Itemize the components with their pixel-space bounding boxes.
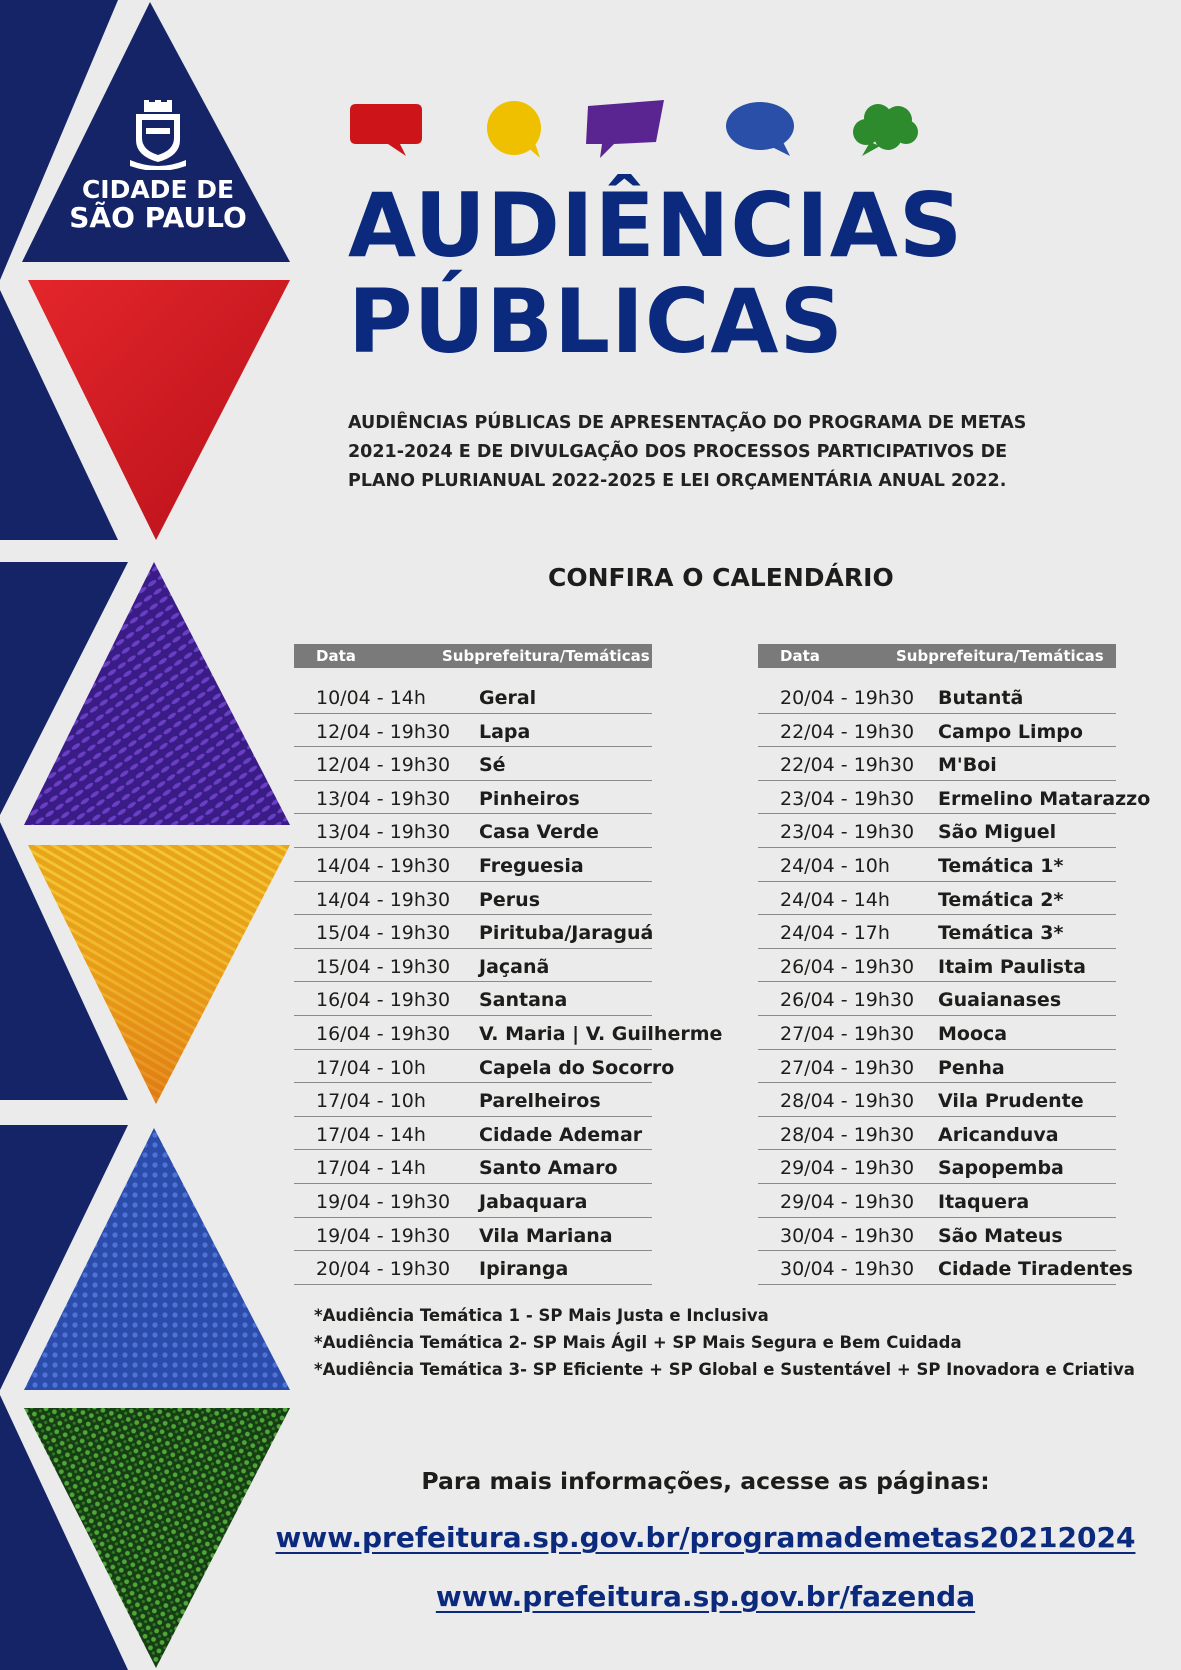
row-place: Guaianases — [938, 989, 1062, 1012]
row-date: 17/04 - 10h — [316, 1056, 426, 1079]
row-place: Freguesia — [479, 854, 584, 877]
row-date: 20/04 - 19h30 — [780, 687, 915, 709]
table-header — [294, 644, 652, 668]
table-row — [294, 680, 652, 714]
green-bubble-icon — [853, 104, 918, 156]
table-row — [294, 882, 652, 916]
row-place: Santana — [479, 989, 568, 1012]
row-date: 12/04 - 19h30 — [316, 720, 451, 743]
note-line: *Audiência Temática 2- SP Mais Ágil + SP Mais Segura e Bem Cuidada — [314, 1333, 962, 1352]
row-date: 22/04 - 19h30 — [780, 720, 915, 743]
table-row — [758, 1184, 1116, 1218]
red-bubble-icon — [350, 104, 422, 156]
calendar-heading: CONFIRA O CALENDÁRIO — [548, 563, 894, 592]
link-programa-de-metas[interactable]: www.prefeitura.sp.gov.br/programademetas20212024 — [275, 1521, 1136, 1554]
row-date: 24/04 - 14h — [780, 888, 890, 911]
table-row — [294, 1050, 675, 1084]
row-place: Jaçanã — [479, 955, 550, 978]
table-header — [758, 644, 1116, 668]
note-line: *Audiência Temática 1 - SP Mais Justa e Inclusiva — [314, 1306, 769, 1325]
page-title — [348, 174, 964, 373]
row-place: Vila Prudente — [938, 1090, 1084, 1113]
row-place: Sapopemba — [938, 1157, 1064, 1180]
link-row — [0, 1521, 1181, 1554]
row-date: 28/04 - 19h30 — [780, 1123, 915, 1146]
row-date: 19/04 - 19h30 — [316, 1190, 451, 1213]
header-place: Subprefeitura/Temáticas — [896, 647, 1104, 665]
row-date: 17/04 - 10h — [316, 1090, 426, 1113]
table-row — [294, 1251, 652, 1285]
header-place: Subprefeitura/Temáticas — [442, 647, 650, 665]
row-date: 29/04 - 19h30 — [780, 1157, 915, 1180]
table-row — [758, 1050, 1116, 1084]
row-date: 30/04 - 19h30 — [780, 1258, 915, 1281]
row-date: 26/04 - 19h30 — [780, 955, 915, 978]
logo-line-2: SÃO PAULO — [69, 201, 247, 234]
row-date: 19/04 - 19h30 — [316, 1224, 451, 1247]
row-date: 27/04 - 19h30 — [780, 1022, 915, 1045]
row-place: São Mateus — [938, 1224, 1063, 1247]
table-row — [758, 781, 1151, 815]
title-line-1: AUDIÊNCIAS — [348, 174, 964, 277]
table-row — [758, 1150, 1116, 1184]
row-date: 17/04 - 14h — [316, 1157, 426, 1180]
row-place: Itaim Paulista — [938, 955, 1086, 978]
row-place: Santo Amaro — [479, 1157, 618, 1180]
row-date: 13/04 - 19h30 — [316, 821, 451, 844]
table-row — [294, 1117, 652, 1151]
city-crest-icon — [126, 100, 190, 170]
row-date: 29/04 - 19h30 — [780, 1190, 915, 1213]
table-row — [758, 1016, 1116, 1050]
table-row — [294, 982, 652, 1016]
row-place: Jabaquara — [479, 1190, 588, 1213]
table-row — [758, 982, 1116, 1016]
table-rows — [758, 680, 1151, 1285]
row-place: V. Maria | V. Guilherme — [479, 1022, 723, 1045]
table-row — [758, 1083, 1116, 1117]
row-date: 16/04 - 19h30 — [316, 1022, 451, 1045]
table-row — [758, 1117, 1116, 1151]
table-row — [294, 949, 652, 983]
row-date: 16/04 - 19h30 — [316, 989, 451, 1012]
row-date: 23/04 - 19h30 — [780, 787, 915, 810]
row-place: Penha — [938, 1056, 1005, 1079]
side-decoration — [0, 0, 300, 1670]
row-place: Cidade Tiradentes — [938, 1258, 1133, 1281]
row-place: Ipiranga — [479, 1258, 569, 1281]
row-place: Casa Verde — [479, 821, 599, 844]
subtitle: AUDIÊNCIAS PÚBLICAS DE APRESENTAÇÃO DO PROGRAMA DE METAS 2021-2024 E DE DIVULGAÇÃO DOS PROCESSOS PARTICIPATIVOS DE PLANO PLURIANUAL 2022-2025 E LEI ORÇAMENTÁRIA ANUAL 2022. — [348, 413, 1027, 491]
table-row — [294, 1218, 652, 1252]
row-place: Sé — [479, 754, 506, 777]
thematic-notes — [314, 1302, 1135, 1383]
row-date: 27/04 - 19h30 — [780, 1056, 915, 1079]
schedule-table-left — [294, 644, 723, 1285]
logo-line-1: CIDADE DE — [81, 175, 235, 204]
row-date: 30/04 - 19h30 — [780, 1224, 915, 1247]
row-date: 15/04 - 19h30 — [316, 922, 451, 945]
row-date: 17/04 - 14h — [316, 1123, 426, 1146]
row-place: Perus — [479, 888, 541, 911]
table-row — [294, 1083, 652, 1117]
speech-bubbles — [350, 100, 950, 180]
table-row — [294, 714, 652, 748]
row-date: 13/04 - 19h30 — [316, 787, 451, 810]
table-row — [294, 781, 652, 815]
city-logo — [28, 100, 288, 233]
table-row — [294, 747, 652, 781]
row-date: 24/04 - 17h — [780, 922, 890, 945]
table-row — [758, 680, 1116, 714]
row-place: Campo Limpo — [938, 720, 1083, 743]
row-place: Temática 3* — [938, 922, 1064, 945]
link-row — [0, 1580, 1181, 1613]
row-place: Geral — [479, 687, 537, 709]
table-row — [294, 848, 652, 882]
table-row — [294, 1184, 652, 1218]
row-place: Lapa — [479, 720, 531, 743]
row-place: Butantã — [938, 687, 1024, 709]
title-line-2: PÚBLICAS — [348, 270, 844, 373]
blue-bubble-icon — [726, 102, 794, 156]
row-date: 28/04 - 19h30 — [780, 1090, 915, 1113]
table-row — [758, 949, 1116, 983]
yellow-bubble-icon — [487, 101, 541, 158]
row-date: 23/04 - 19h30 — [780, 821, 915, 844]
header-date: Data — [316, 647, 356, 665]
table-row — [758, 848, 1116, 882]
row-place: Itaquera — [938, 1190, 1030, 1213]
table-row — [758, 714, 1116, 748]
schedule-table-right — [758, 644, 1151, 1285]
row-place: Vila Mariana — [479, 1224, 613, 1247]
row-place: M'Boi — [938, 754, 997, 777]
table-row — [758, 882, 1116, 916]
row-place: Temática 2* — [938, 888, 1064, 911]
row-date: 12/04 - 19h30 — [316, 754, 451, 777]
table-row — [294, 915, 652, 949]
table-row — [294, 814, 652, 848]
table-row — [294, 1016, 723, 1050]
row-place: Temática 1* — [938, 854, 1064, 877]
row-place: Cidade Ademar — [479, 1123, 643, 1146]
table-row — [758, 814, 1116, 848]
table-row — [294, 1150, 652, 1184]
info-text: Para mais informações, acesse as páginas: — [421, 1467, 990, 1495]
row-place: Capela do Socorro — [479, 1056, 675, 1079]
table-row — [758, 747, 1116, 781]
row-place: Pirituba/Jaraguá — [479, 922, 654, 945]
row-place: Ermelino Matarazzo — [938, 787, 1151, 810]
link-fazenda[interactable]: www.prefeitura.sp.gov.br/fazenda — [435, 1580, 976, 1613]
row-place: Aricanduva — [938, 1123, 1059, 1146]
row-place: Mooca — [938, 1022, 1008, 1045]
row-place: Parelheiros — [479, 1090, 601, 1113]
table-rows — [294, 680, 723, 1285]
purple-bubble-icon — [586, 100, 664, 158]
header-date: Data — [780, 647, 820, 665]
row-date: 14/04 - 19h30 — [316, 854, 451, 877]
table-row — [758, 1218, 1116, 1252]
row-place: São Miguel — [938, 821, 1057, 844]
row-date: 22/04 - 19h30 — [780, 754, 915, 777]
table-row — [758, 1251, 1133, 1285]
table-row — [758, 915, 1116, 949]
row-date: 10/04 - 14h — [316, 687, 426, 709]
row-date: 14/04 - 19h30 — [316, 888, 451, 911]
row-date: 26/04 - 19h30 — [780, 989, 915, 1012]
row-place: Pinheiros — [479, 787, 580, 810]
row-date: 15/04 - 19h30 — [316, 955, 451, 978]
row-date: 24/04 - 10h — [780, 854, 890, 877]
note-line: *Audiência Temática 3- SP Eficiente + SP Global e Sustentável + SP Inovadora e Criativa — [314, 1360, 1135, 1379]
row-date: 20/04 - 19h30 — [316, 1258, 451, 1281]
